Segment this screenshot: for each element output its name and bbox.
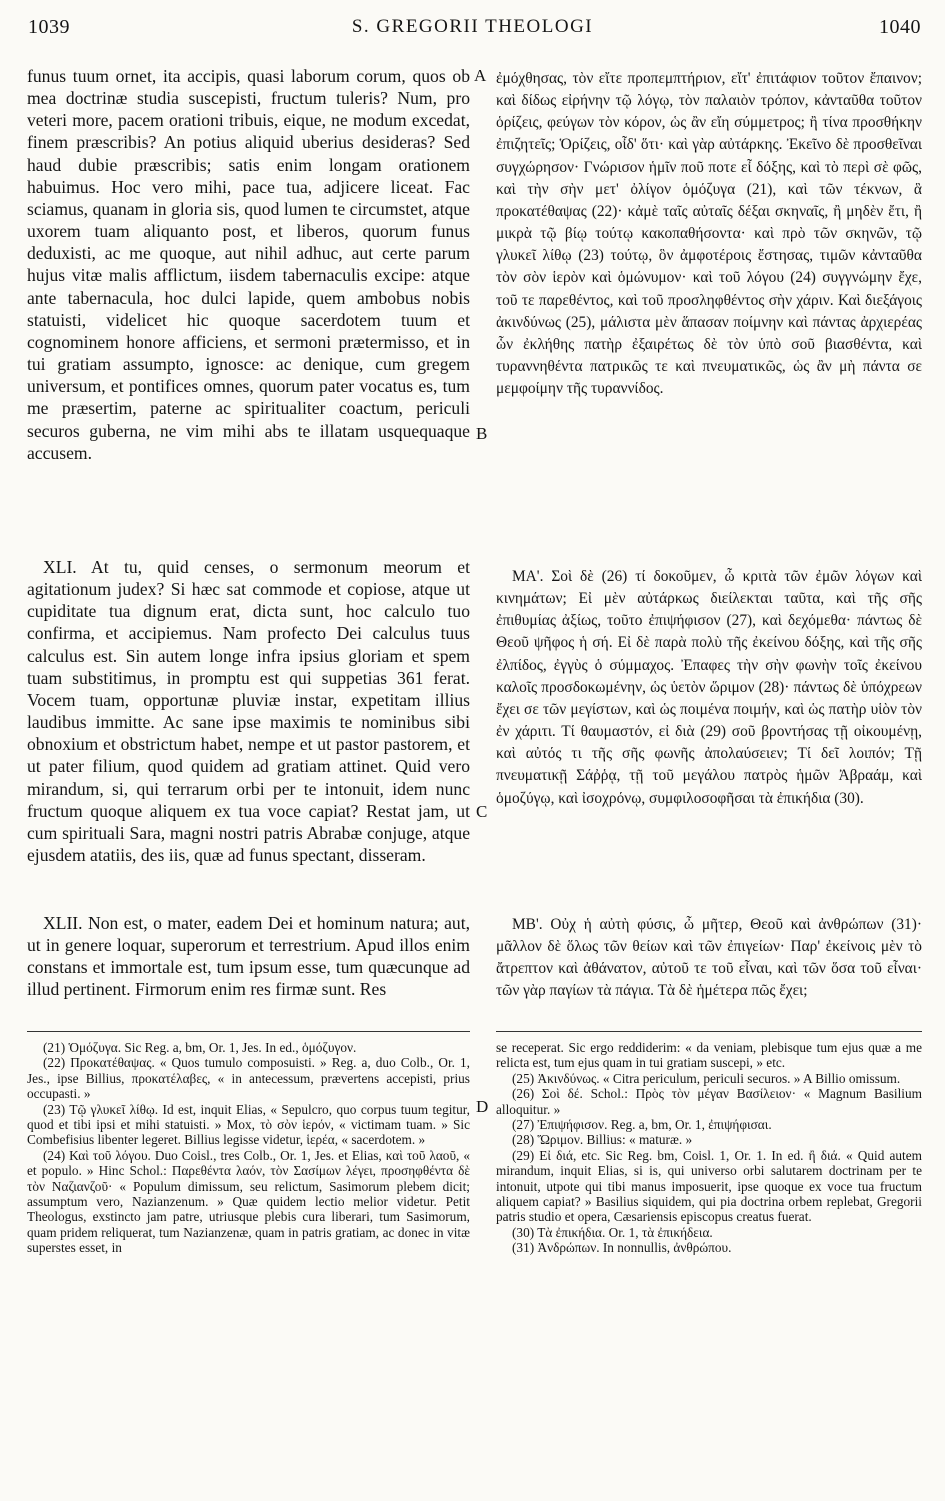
page-number-left: 1039: [28, 16, 70, 38]
greek-text-bottom: [496, 914, 922, 1026]
margin-letter-c: C: [476, 802, 488, 821]
margin-letter-b: B: [476, 424, 488, 443]
margin-letter-d: D: [476, 1097, 489, 1116]
footnote-rule-right: [496, 1031, 922, 1032]
footnote: (23) Τῷ γλυκεῖ λίθῳ. Id est, inquit Elias, « Sepulcro, quo corpus tuum tegitur, quod et tibi ipsi et mihi statuisti. » Mox, τὸ σὸν ἱερόν, « victimam tuam. » Sic Combefisius libenter legeret. Billius legisse videtur, ἱερέα, « sacerdotem. »: [27, 1101, 470, 1148]
running-title: S. GREGORII THEOLOGI: [351, 16, 594, 37]
footnotes-left: [27, 1040, 470, 1490]
footnote: (29) Εἰ διά, etc. Sic Reg. bm, Coisl. 1, Or. 1. In ed. ἢ διά. « Quid autem mirandum, inquit Elias, si is, qui universo orbi salutarem doctrinam per te intonuit, utpote qui tibi manus imposuerit, ipse quoque ex voce tua fructum aliquem capiat? » Basilius siquidem, qui pia doctrina orbem replebat, Gregorii patris studio et opera, Cæsariensis episcopus creatus fuerat.: [496, 1147, 922, 1225]
footnote: (26) Σοὶ δέ. Schol.: Πρὸς τὸν μέγαν Βασίλειον· « Magnum Basilium alloquitur. »: [496, 1086, 922, 1117]
greek-paragraph: ΜΑ'. Σοὶ δὲ (26) τί δοκοῦμεν, ὦ κριτὰ τῶν ἐμῶν λόγων καὶ κινημάτων; Εἰ μὲν αὐτάρκως διείλεκται ταῦτα, καὶ τῆς σῆς ἐπιθυμίας ἀξίως, τοῦτο ἐπιψήφισον (27), καὶ δεχόμεθα· πάντως δὲ Θεοῦ ψῆφος ἡ σή. Εἰ δὲ παρὰ πολὺ τῆς ἐκείνου δόξης, καὶ τῆς σῆς ἐλπίδος, ἐγγὺς ὁ σύμμαχος. Ἐπαφες τὴν σὴν φωνὴν τοῖς ἐκείνου καλοῖς προσδοκωμένην, ὡς ὑετὸν ὥριμον (28)· πάντως δὲ ὑπόχρεων ἔχει σε τῶν μεγίστων, καὶ ὡς ποιμένα ποιμήν, καὶ ὡς πατὴρ υἱὸν τὸν ἐν χάριτι. Τί θαυμαστόν, εἰ διὰ (29) σοῦ βροντήσας τῇ οἰκουμένῃ, καὶ αὐτός τι τῆς σῆς φωνῆς ἀπολαύσειεν; Τί δεῖ λοιπόν; Τῇ πνευματικῇ Σάῤῥᾳ, τῇ τοῦ μεγάλου πατρὸς ἡμῶν Ἀβραάμ, καὶ ὁμοζύγῳ, καὶ ἰσοχρόνῳ, συμφιλοσοφῆσαι τὰ ἐπικήδια (30).: [496, 568, 922, 807]
latin-text-top: [27, 65, 470, 555]
footnotes-right: [496, 1040, 922, 1490]
footnote: (21) Ὁμόζυγα. Sic Reg. a, bm, Or. 1, Jes. In ed., ὁμόζυγον.: [43, 1040, 357, 1055]
greek-text-mid: [496, 566, 922, 876]
latin-paragraph: XLII. Non est, o mater, eadem Dei et hominum natura; aut, ut in genere loquar, superorum et terrestrium. Apud illos enim constans et immortale est, tum ipsum esse, tum quæcunque ad illud pertinent. Firmorum enim res firmæ sunt. Res: [27, 913, 470, 1000]
footnote: (22) Προκατέθαψας. « Quos tumulo composuisti. » Reg. a, duo Colb., Or. 1, Jes., ipse Billius, προκατέλαβες, « in antecessum, prævertens accepisti, prius occupasti. »: [27, 1055, 470, 1102]
footnote: se receperat. Sic ergo reddiderim: « da veniam, plebisque tum ejus quæ a me relicta est, tum ejus quam in tui gratiam suscepi, » etc.: [496, 1040, 922, 1071]
latin-text-mid: [27, 556, 470, 890]
footnote: (27) Ἐπιψήφισον. Reg. a, bm, Or. 1, ἐπιψήφισαι.: [512, 1117, 772, 1133]
page-number-right: 1040: [879, 16, 921, 38]
greek-text-top: [496, 68, 922, 512]
footnote-rule-left: [27, 1031, 470, 1032]
footnote: (24) Καὶ τοῦ λόγου. Duo Coisl., tres Colb., Or. 1, Jes. et Elias, καὶ τοῦ λαοῦ, « et populo. » Hinc Schol.: Παρεθέντα λαόν, τὸν Σασίμων λέγει, προσηφθέντα δὲ τὸν Ναζιανζοῦ· « Populum dimissum, seu relictum, Sasimorum plebem dicit; assumptum vero, Nazianzenum. » Quæ quidem lectio melior videtur. Petit Theologus, exstincto jam patre, utriusque plebis cura liberari, tum Sasimorum, quam pridem reliquerat, tum Nazianzenæ, quam in patris gratiam, ac donec in vitæ superstes esset, in: [27, 1147, 470, 1256]
latin-text-bottom: [27, 912, 470, 1024]
latin-paragraph: funus tuum ornet, ita accipis, quasi laborum corum, quos ob mea doctrinæ studia suscepisti, fructum tuleris? Num, pro veteri more, pacem orationi tribuis, eique, ne modum excedat, finem præscribis? An potius aliquid uberius desideras? Sed haud dubie præscribis; satis enim longam orationem habuimus. Hoc vero mihi, pace tua, adjicere liceat. Fac sciamus, quanam in gloria sis, quod lumen te circumstet, atque uxorem tuam aliquanto post, et liberos, quorum funus deduxisti, ac me quoque, aut nihil adhuc, aut certe parum hujus vitæ malis afflictum, iisdem tabernaculis excipe: atque ante tabernacula, hoc dulci lapide, quem ambobus nobis statuisti, videlicet hic quoque sacerdotem tuum et cognominem honore afficiens, et sermoni prætermisso, et in tui gratiam assumpto, ignosce: ac denique, cum gregem universum, et pontifices omnes, quorum pater vocatus es, tum me præsertim, paterne ac spiritualiter coactum, periculi securos guberna, ne vim mihi abs te illatam usquequaque accusem.: [27, 66, 470, 463]
footnote: (31) Ἀνδρώπων. In nonnullis, ἀνθρώπου.: [512, 1240, 732, 1256]
footnote: (30) Τὰ ἐπικήδια. Or. 1, τὰ ἐπικήδεια.: [512, 1224, 713, 1240]
footnote: (28) Ὥριμον. Billius: « maturæ. »: [512, 1132, 693, 1148]
margin-letter-a: A: [474, 66, 487, 85]
greek-paragraph: ΜΒ'. Οὐχ ἡ αὐτὴ φύσις, ὦ μῆτερ, Θεοῦ καὶ ἀνθρώπων (31)· μᾶλλον δὲ ὅλως τῶν θείων καὶ τῶν ἐπιγείων· Παρ' ἐκείνοις μὲν τὸ ἄτρεπτον καὶ ἀθάνατον, αὐτοῦ τε τοῦ εἶναι, καὶ τῶν ὅσα τοῦ εἶναι· τῶν γὰρ παγίων τὰ πάγια. Τὰ δὲ ἡμέτερα πῶς ἔχει;: [496, 916, 922, 1000]
latin-paragraph: XLI. At tu, quid censes, o sermonum meorum et agitationum judex? Si hæc sat commode et copiose, atque ut cupiditate tua dignum erat, dicta sunt, hoc calculo tuo confirma, et accipiemus. Nam profecto Dei calculus tuus calculus est. Sin autem longe infra ipsius gloriam et spem tuam substitimus, in promptu est qui suppetias 361 ferat. Vocem tuam, opportunæ pluviæ instar, expetitam illius laudibus immitte. Ac sane ipse maximis te nominibus sibi obnoxium et obstrictum habet, nempe et ut pastor pastorem, et ut pater filium, quod quidem ad gratiam attinet. Quid vero mirandum, si, qui terrarum orbi per te intonuit, idem nunc fructum quoque aliquem ex tua voce capiat? Restat jam, ut cum spirituali Sara, magni nostri patris Abrabæ conjuge, atque ejusdem atatiis, des iis, quæ ad funus spectant, disseram.: [27, 557, 470, 866]
footnote: (25) Ἀκινδύνως. « Citra periculum, periculi securos. » A Billio omissum.: [512, 1070, 901, 1086]
greek-paragraph: ἐμόχθησας, τὸν εἴτε προπεμπτήριον, εἴτ' ἐπιτάφιον τοῦτον ἔπαινον; καὶ δίδως εἰρήνην τῷ λόγῳ, τὸν παλαιὸν τρόπον, κἀνταῦθα τοῦτον ὁρίζεις, φεύγων τὸν κόρον, ὡς ἂν εἴη σύμμετρος; ἢ τίνα προσθήκην ἐπιζητεῖς; Ὁρίζεις, οἶδ' ὅτι· καὶ γὰρ αὐτάρκης. Ἐκεῖνο δὲ προσθεῖναι συγχώρησον· Γνώρισον ἡμῖν ποῦ ποτε εἶ δόξης, καὶ τὸ περὶ σὲ φῶς, καὶ τὴν σὴν μετ' ὀλίγον ὁμόζυγα (21), καὶ τῶν τέκνων, ἃ προκατέθαψας (22)· κἀμὲ ταῖς αὐταῖς δέξαι σκηναῖς, ἢ μηδὲν ἔτι, ἢ μικρὰ τῷ βίῳ τούτῳ κακοπαθήσοντα· καὶ πρὸ τῶν σκηνῶν, τῷ γλυκεῖ λίθῳ (23) τούτῳ, ὃν ἀμφοτέροις ἔστησας, τιμῶν κἀνταῦθα τὸν σὸν ἱερὸν καὶ ὁμώνυμον· καὶ τοῦ λόγου (24) συγγνώμην ἔχε, τοῦ τε παρεθέντος, καὶ τοῦ προσληφθέντος σὴν χάριν. Καὶ διεξάγοις ἀκινδύνως (25), μάλιστα μὲν ἅπασαν ποίμνην καὶ πάντας ἀρχιερέας ὧν ἐκλήθης πατὴρ ἐξαιρέτως δὲ τὸν ὑπὸ σοῦ βιασθέντα, καὶ τυραννηθέντα πατρικῶς τε καὶ πνευματικῶς, ὡς ἂν μὴ πάντα σε μεμφοίμην τῆς τυραννίδος.: [496, 70, 922, 398]
